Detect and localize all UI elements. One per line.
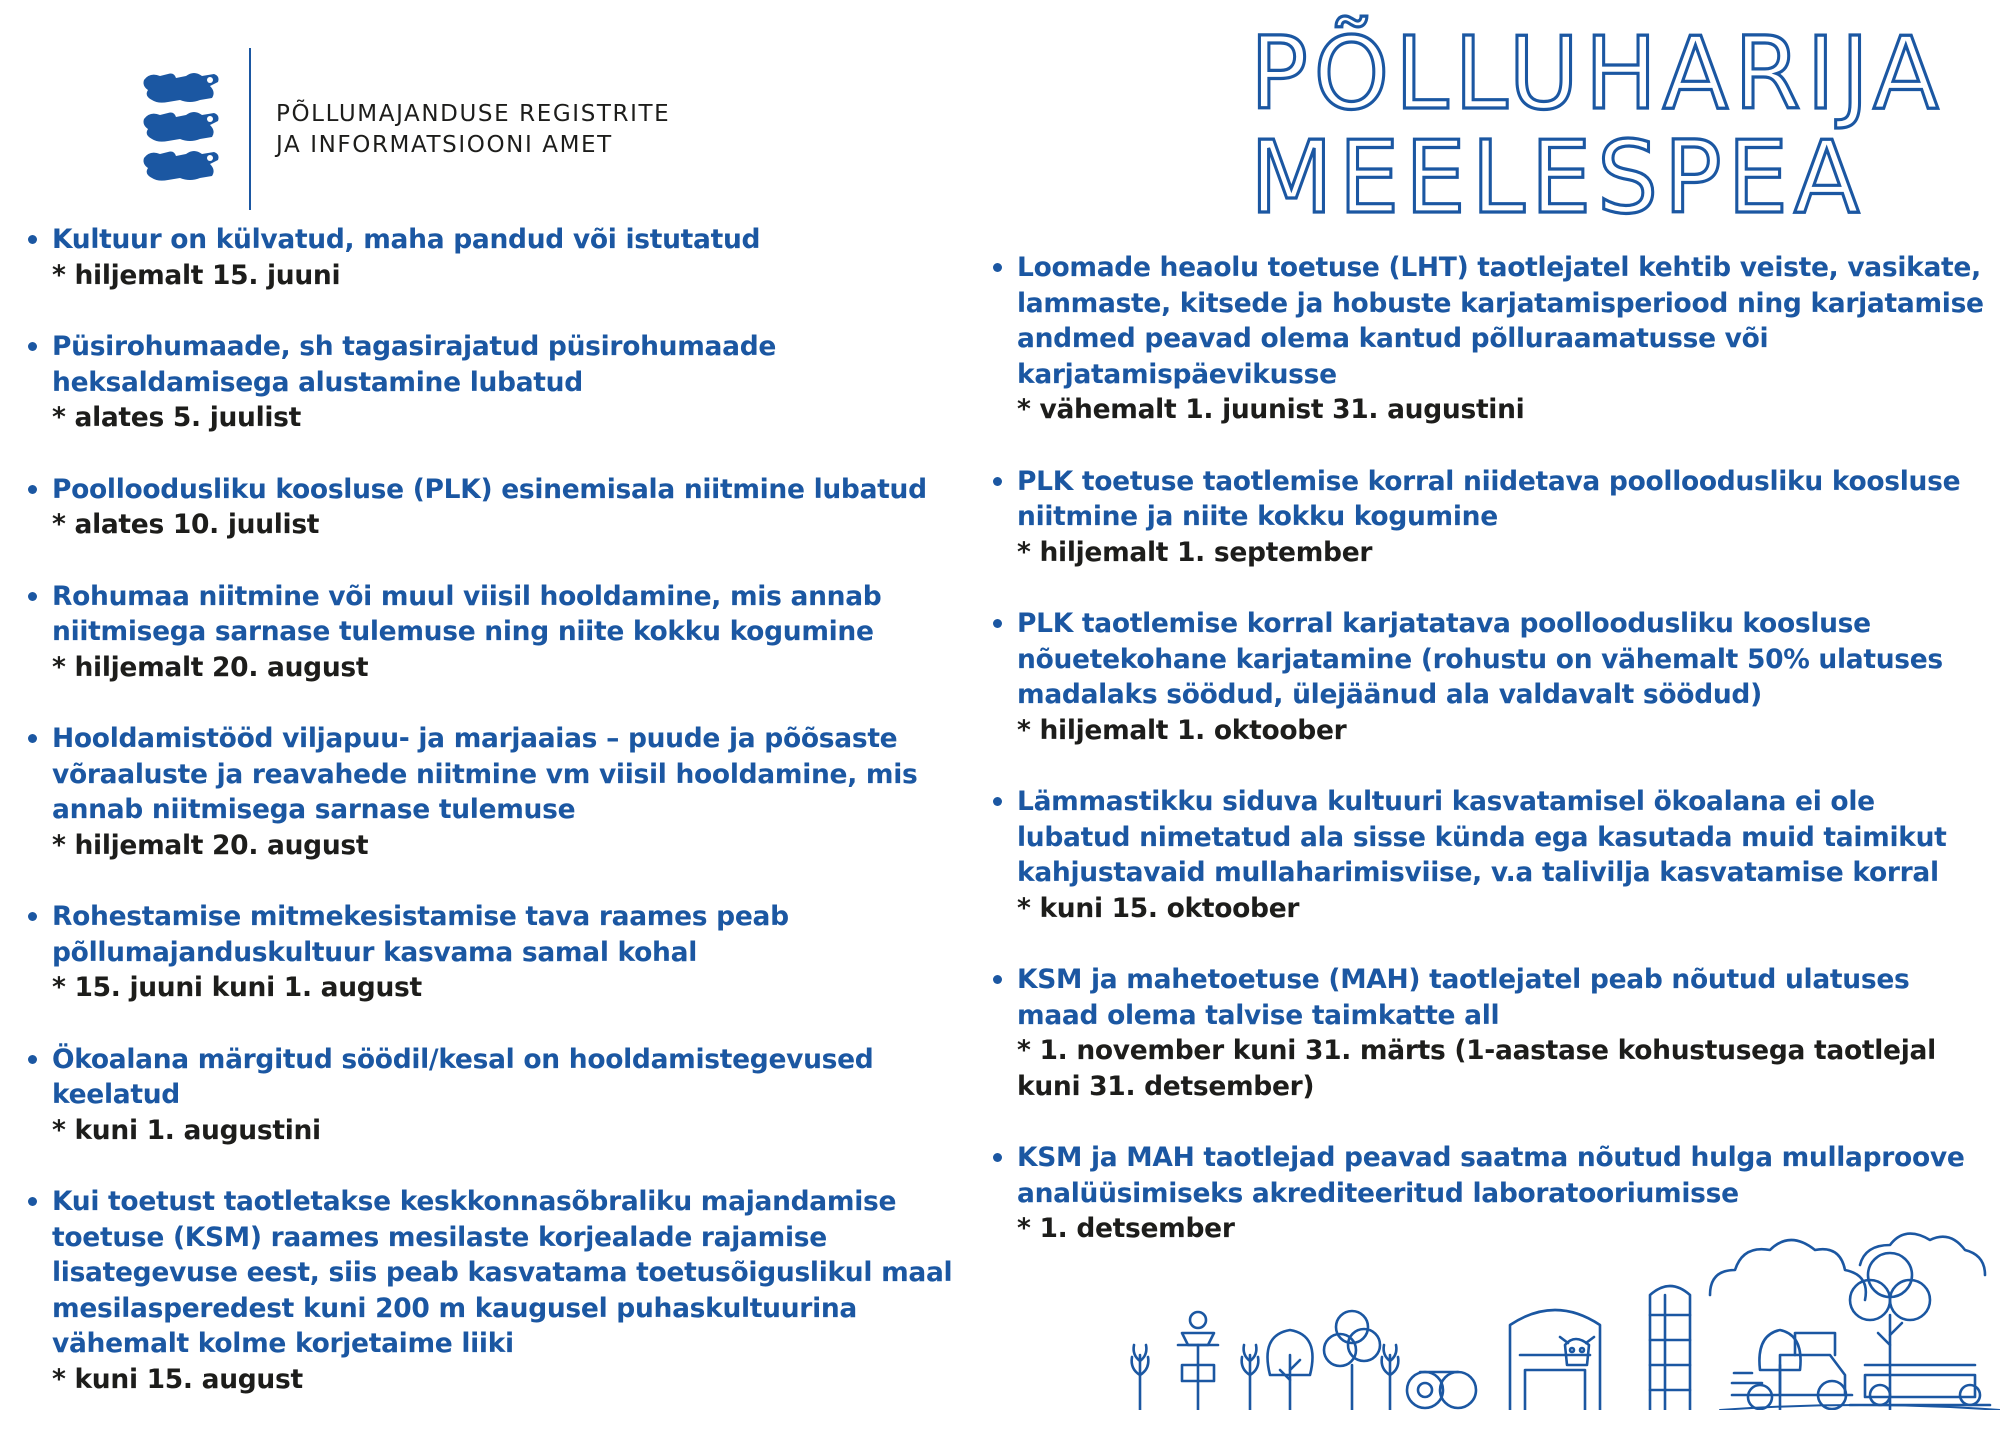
item-text: Loomade heaolu toetuse (LHT) taotlejatel kehtib veiste, vasikate, lammaste, kitsede ja hobuste karjatamisperiood ning karjatamise andmed peavad olema kantud põlluraamatusse või karjatamispäevikusse <box>1017 252 1984 390</box>
title-line-2: MEELESPEA <box>1250 119 1866 236</box>
item-deadline: * kuni 15. august <box>52 1363 303 1395</box>
item-text: Poolloodusliku koosluse (PLK) esinemisala niitmine lubatud <box>52 473 927 505</box>
farm-scene-illustration <box>1120 1205 2000 1410</box>
list-item <box>28 721 988 863</box>
bullet-icon <box>28 342 37 351</box>
item-text: KSM ja mahetoetuse (MAH) taotlejatel peab nõutud ulatuses maad olema talvise taimkatte all <box>1017 964 1910 1031</box>
bullet-icon <box>28 1197 37 1206</box>
list-item <box>993 784 1993 926</box>
logo-divider <box>249 48 251 210</box>
item-deadline: * kuni 15. oktoober <box>1017 892 1300 924</box>
item-deadline: * 15. juuni kuni 1. august <box>52 972 422 1003</box>
cow-icon <box>1560 1337 1594 1365</box>
signpost-icon <box>1178 1312 1218 1410</box>
wheat-icon <box>1242 1345 1259 1410</box>
bullet-icon <box>993 619 1002 628</box>
item-text: PLK toetuse taotlemise korral niidetava poolloodusliku koosluse niitmine ja niite kokku kogumine <box>1017 465 1961 532</box>
list-item <box>993 606 1993 748</box>
item-text: KSM ja MAH taotlejad peavad saatma nõutud hulga mullaproove analüüsimiseks akrediteeritud laboratooriumisse <box>1017 1142 1965 1209</box>
title-line-1: PÕLLUHARIJA <box>1250 15 1945 132</box>
list-item <box>28 579 988 686</box>
bullet-icon <box>28 734 37 743</box>
item-text: Kultuur on külvatud, maha pandud või istutatud <box>52 224 761 255</box>
item-deadline: * hiljemalt 1. september <box>1017 536 1373 568</box>
silo-icon <box>1650 1286 1690 1410</box>
item-deadline: * hiljemalt 20. august <box>52 651 369 683</box>
item-deadline: * alates 5. juulist <box>52 402 302 433</box>
bullet-icon <box>28 1055 37 1064</box>
lion-icon <box>144 112 219 142</box>
cloud-icon <box>1860 1234 1985 1275</box>
bullet-icon <box>993 1153 1002 1162</box>
item-text: Rohestamise mitmekesistamise tava raames peab põllumajanduskultuur kasvama samal kohal <box>52 901 789 968</box>
item-text: Püsirohumaade, sh tagasirajatud püsirohumaade heksaldamisega alustamine lubatud <box>52 331 777 398</box>
bullet-icon <box>28 592 37 601</box>
cloud-icon <box>1710 1240 1866 1300</box>
item-text: Hooldamistööd viljapuu- ja marjaaias – puude ja põõsaste võraaluste ja reavahede niitmine vm viisil hooldamine, mis annab niitmisega sarnase tulemuse <box>52 723 918 825</box>
list-item <box>28 899 988 1006</box>
item-text: Rohumaa niitmine või muul viisil hooldamine, mis annab niitmisega sarnase tulemuse ning niite kokku kogumine <box>52 580 882 647</box>
bullet-icon <box>993 263 1002 272</box>
org-name-line-1: PÕLLUMAJANDUSE REGISTRITE <box>276 101 671 127</box>
left-column <box>28 222 988 1433</box>
list-item <box>993 962 1993 1104</box>
estonian-coat-of-arms-logo <box>140 70 222 186</box>
org-name-line-2: JA INFORMATSIOONI AMET <box>276 132 613 158</box>
tree-icon <box>1268 1330 1313 1410</box>
list-item <box>993 464 1993 571</box>
bullet-icon <box>28 912 37 921</box>
organization-name <box>276 99 670 161</box>
item-deadline: * alates 10. juulist <box>52 509 320 540</box>
item-deadline: * hiljemalt 1. oktoober <box>1017 714 1347 746</box>
item-deadline: * hiljemalt 15. juuni <box>52 259 341 291</box>
item-text: Lämmastikku siduva kultuuri kasvatamisel ökoalana ei ole lubatud nimetatud ala sisse künda ega kasutada muid taimikut kahjustavaid mullaharimisviise, v.a talivilja kasvatamise korral <box>1017 786 1947 888</box>
list-item <box>28 1184 988 1397</box>
bullet-icon <box>993 477 1002 486</box>
list-item <box>28 329 988 436</box>
bullet-icon <box>28 485 37 494</box>
tree-icon <box>1324 1311 1380 1410</box>
tree-icon <box>1850 1253 1930 1410</box>
list-item <box>28 222 988 293</box>
bullet-icon <box>993 975 1002 984</box>
list-item <box>28 1042 988 1149</box>
wheat-icon <box>1382 1345 1399 1410</box>
lion-icon <box>144 73 219 103</box>
item-deadline: * hiljemalt 20. august <box>52 829 369 861</box>
item-deadline: * kuni 1. augustini <box>52 1114 321 1146</box>
lion-icon <box>144 151 219 181</box>
trailer-icon <box>1850 1365 1990 1405</box>
hay-bale-icon <box>1407 1372 1476 1408</box>
item-deadline: * 1. november kuni 31. märts (1-aastase kohustusega taotlejal kuni 31. detsember) <box>1017 1035 1936 1102</box>
bullet-icon <box>993 797 1002 806</box>
item-deadline: * vähemalt 1. juunist 31. augustini <box>1017 394 1525 425</box>
page-title <box>1250 15 1945 236</box>
list-item <box>28 472 988 543</box>
wheat-icon <box>1132 1345 1149 1410</box>
list-item <box>993 250 1993 428</box>
item-deadline: * 1. detsember <box>1017 1213 1235 1244</box>
item-text: PLK taotlemise korral karjatatava poolloodusliku koosluse nõuetekohane karjatamine (rohustu on vähemalt 50% ulatuses madalaks söödud, ülejäänud ala valdavalt söödud) <box>1017 608 1943 710</box>
item-text: Ökoalana märgitud söödil/kesal on hooldamistegevused keelatud <box>52 1043 874 1110</box>
item-text: Kui toetust taotletakse keskkonnasõbraliku majandamise toetuse (KSM) raames mesilaste korjealade rajamise lisategevuse eest, siis peab kasvatama toetusõiguslikul maal mesilasperedest kuni 200 m kaugusel puhaskultuurina vähemalt kolme korjetaime liiki <box>52 1186 953 1359</box>
bullet-icon <box>28 235 37 244</box>
right-column <box>993 250 1993 1283</box>
